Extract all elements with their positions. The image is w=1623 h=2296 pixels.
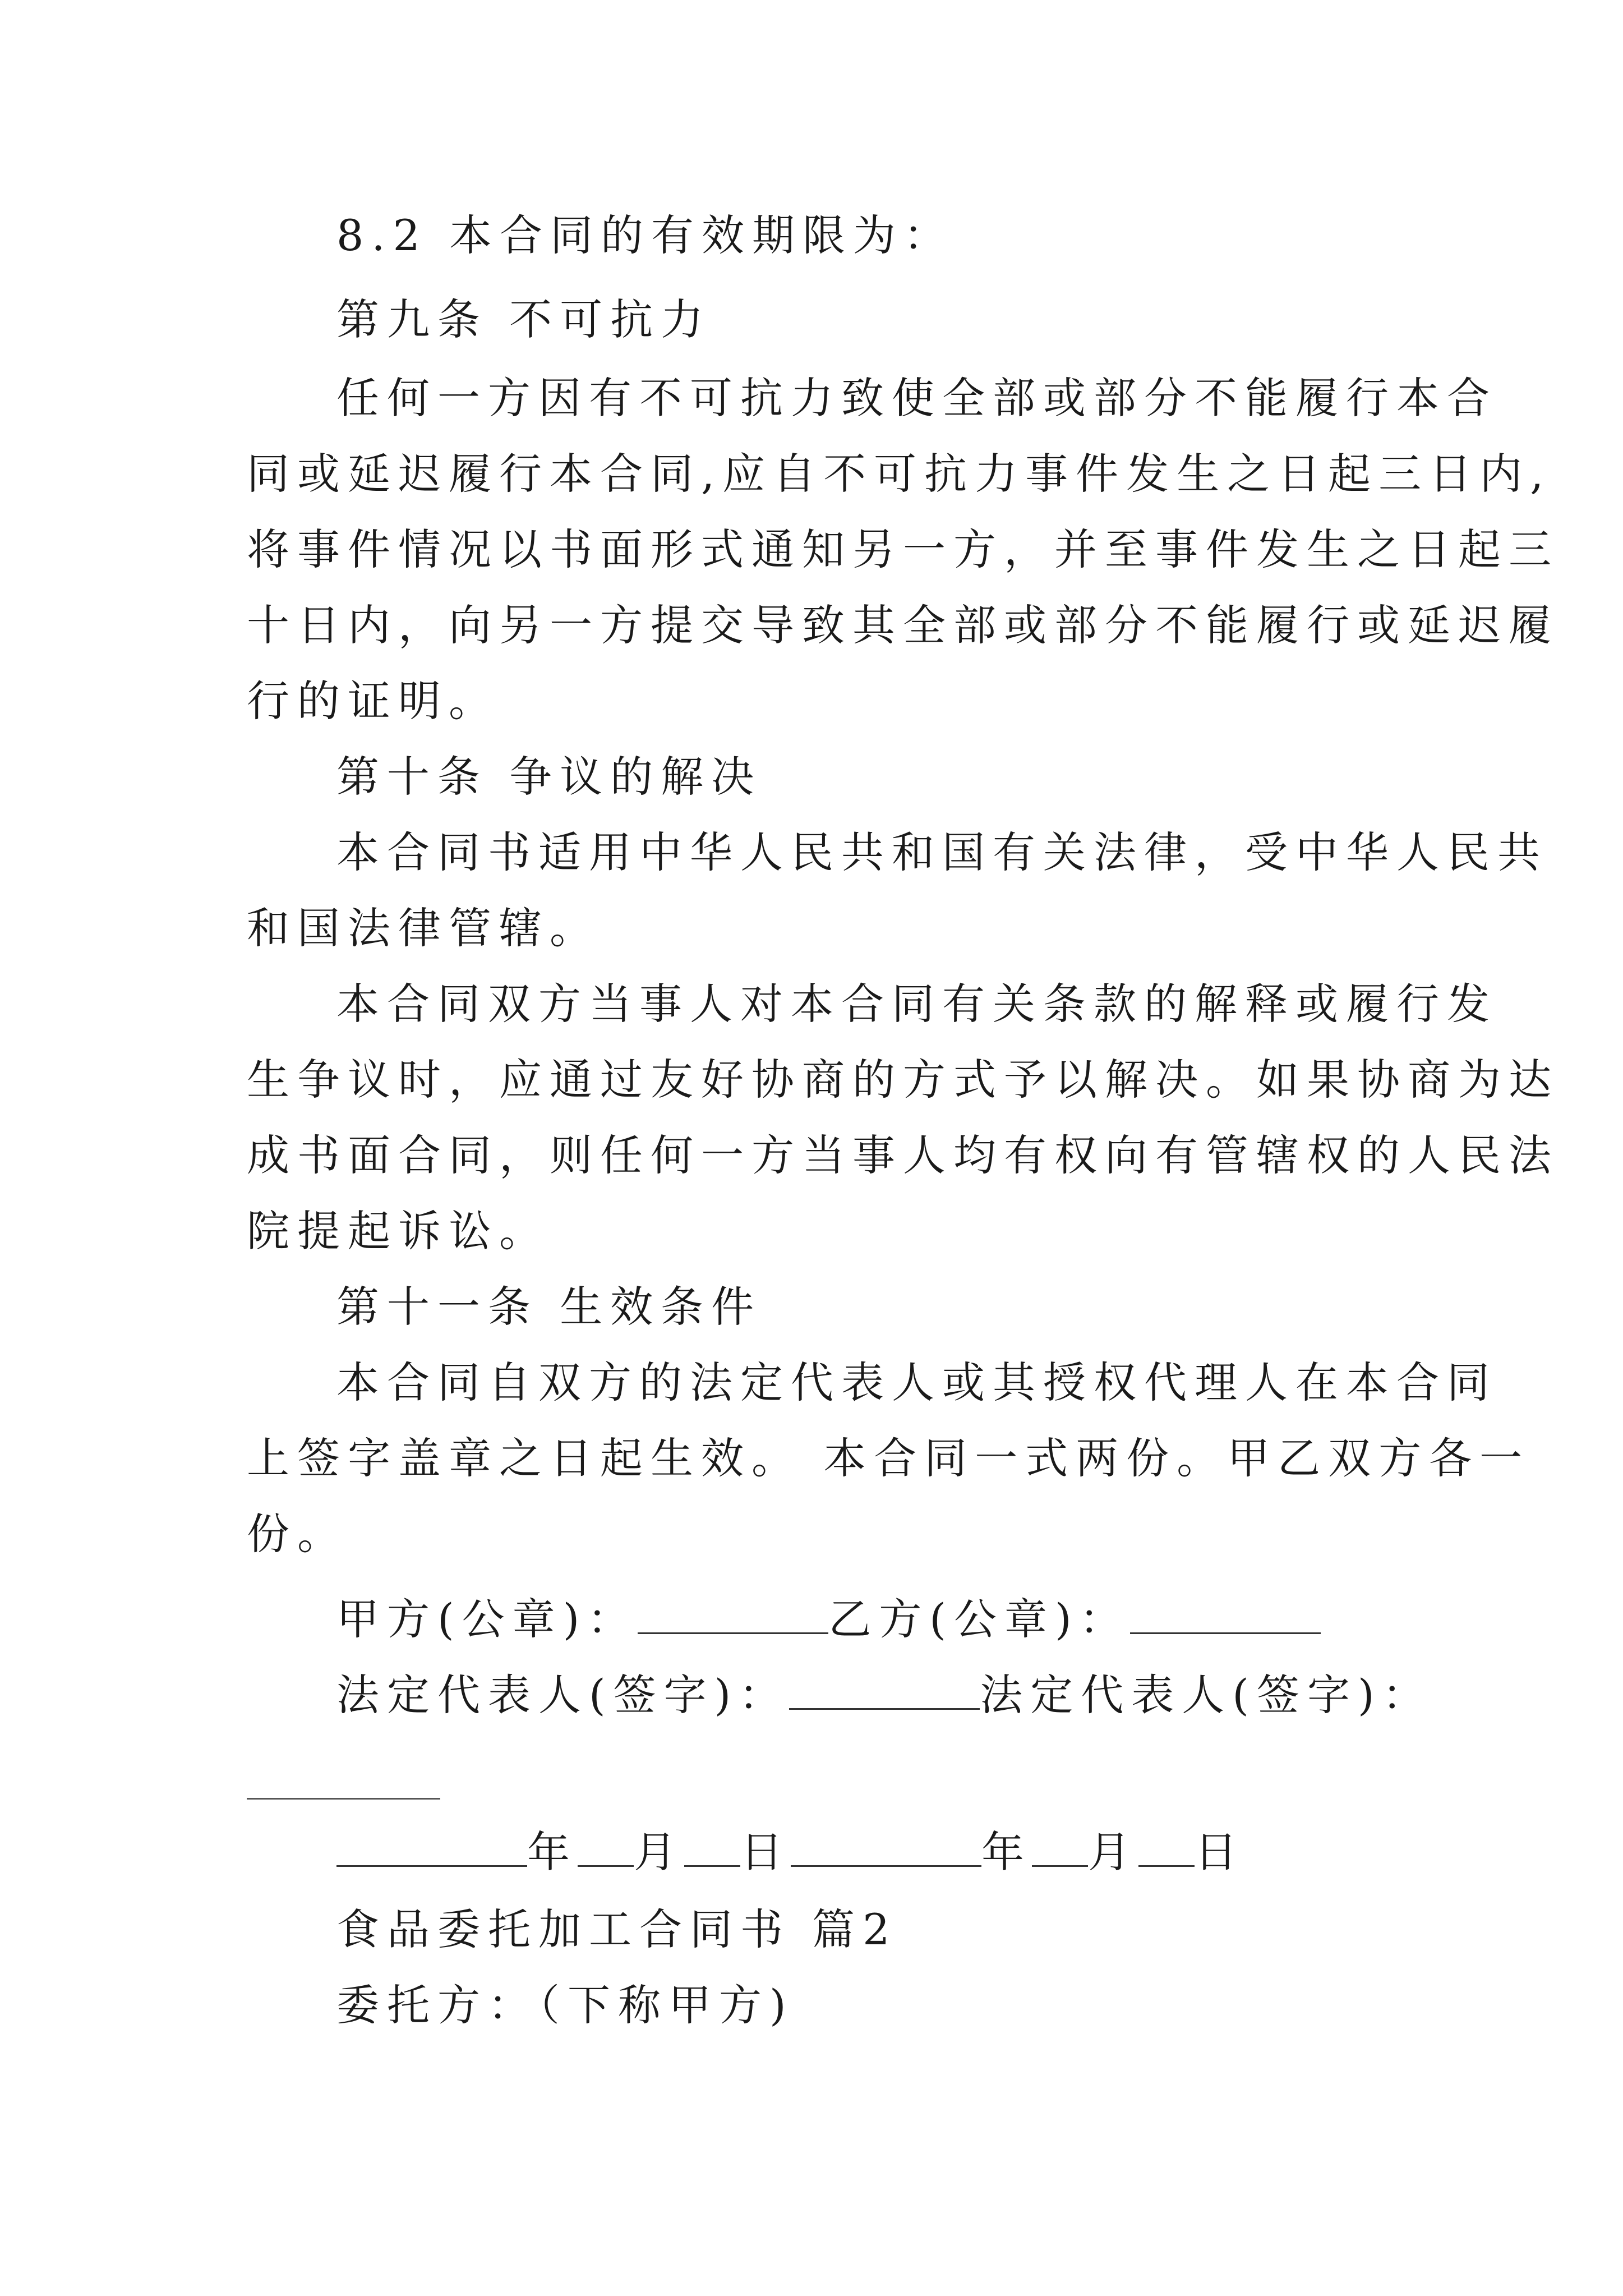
paragraph-line: 本合同双方当事人对本合同有关条款的解释或履行发 bbox=[336, 979, 1497, 1029]
date-b-month-blank bbox=[1032, 1826, 1088, 1867]
day-label: 日 bbox=[1195, 1827, 1245, 1877]
paragraph-line: 将事件情况以书面形式通知另一方，并至事件发生之日起三 bbox=[247, 524, 1559, 574]
paragraph-line: 本合同自双方的法定代表人或其授权代理人在本合同 bbox=[336, 1358, 1497, 1407]
date-b-day-blank bbox=[1138, 1826, 1195, 1867]
legal-rep-b-blank bbox=[247, 1798, 440, 1800]
paragraph-line: 生争议时，应通过友好协商的方式予以解决。如果协商为达 bbox=[247, 1055, 1559, 1105]
article-9-heading: 第九条 不可抗力 bbox=[336, 295, 712, 344]
paragraph-line: 同或延迟履行本合同,应自不可抗力事件发生之日起三日内, bbox=[247, 449, 1552, 499]
seal-line bbox=[336, 1593, 1402, 1645]
date-a-month-blank bbox=[578, 1826, 634, 1867]
day-label: 日 bbox=[740, 1827, 791, 1877]
party-a-seal-label: 甲方(公章)： bbox=[336, 1594, 638, 1644]
month-label: 月 bbox=[1088, 1827, 1138, 1877]
date-b-year-blank bbox=[791, 1826, 981, 1867]
entrusting-party-line: 委托方：（下称甲方) bbox=[336, 1980, 794, 2030]
signature-line bbox=[336, 1669, 1433, 1720]
paragraph-line: 上签字盖章之日起生效。 本合同一式两份。甲乙双方各一 bbox=[247, 1433, 1530, 1483]
paragraph-line: 任何一方因有不可抗力致使全部或部分不能履行本合 bbox=[336, 373, 1497, 423]
party-a-seal-blank bbox=[638, 1593, 828, 1634]
date-line bbox=[336, 1826, 1402, 1878]
article-10-heading: 第十条 争议的解决 bbox=[336, 752, 762, 802]
legal-rep-a-blank bbox=[789, 1669, 980, 1710]
article-11-heading: 第十一条 生效条件 bbox=[336, 1282, 762, 1332]
party-b-seal-blank bbox=[1130, 1593, 1321, 1634]
party-b-seal-label: 乙方(公章)： bbox=[828, 1594, 1130, 1644]
paragraph-line: 院提起诉讼。 bbox=[247, 1206, 550, 1256]
paragraph-line: 成书面合同，则任何一方当事人均有权向有管辖权的人民法 bbox=[247, 1130, 1559, 1180]
year-label: 年 bbox=[981, 1827, 1032, 1877]
date-a-year-blank bbox=[336, 1826, 527, 1867]
paragraph-line: 本合同书适用中华人民共和国有关法律，受中华人民共 bbox=[336, 827, 1548, 877]
paragraph-line: 和国法律管辖。 bbox=[247, 903, 600, 953]
section-title: 食品委托加工合同书 篇2 bbox=[336, 1904, 898, 1954]
clause-8-2: 8.2 本合同的有效期限为： bbox=[336, 210, 955, 260]
paragraph-line: 十日内，向另一方提交导致其全部或部分不能履行或延迟履 bbox=[247, 600, 1559, 650]
paragraph-line: 份。 bbox=[247, 1509, 348, 1559]
month-label: 月 bbox=[634, 1827, 684, 1877]
legal-rep-b-label: 法定代表人(签字)： bbox=[980, 1670, 1433, 1720]
legal-rep-a-label: 法定代表人(签字)： bbox=[336, 1670, 790, 1720]
date-a-day-blank bbox=[684, 1826, 740, 1867]
year-label: 年 bbox=[527, 1827, 578, 1877]
paragraph-line: 行的证明。 bbox=[247, 676, 499, 726]
